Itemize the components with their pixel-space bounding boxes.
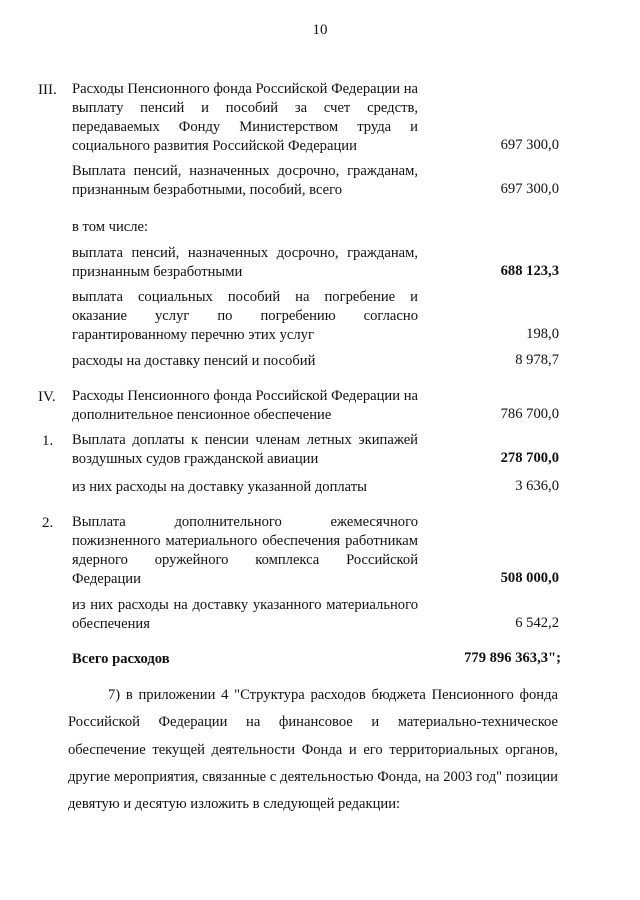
row-value-early-pensions: 688 123,3	[500, 263, 559, 279]
row-value-material-delivery: 6 542,2	[515, 615, 559, 631]
row-text-early-pensions-total: Выплата пенсий, назначенных досрочно, гражданам, признанным безработными, пособий, всего	[72, 163, 418, 198]
row-text-material-delivery: из них расходы на доставку указанного материального обеспечения	[72, 597, 418, 632]
section-number-iii: III.	[38, 82, 57, 98]
section-number-iv: IV.	[38, 389, 56, 405]
amendment-paragraph	[68, 682, 558, 818]
row-text-supplement-delivery: из них расходы на доставку указанной доплаты	[72, 479, 367, 495]
row-text-nuclear-workers: Выплата дополнительного ежемесячного пожизненного материального обеспечения работникам ядерного оружейного комплекса Российской Федерации	[72, 514, 418, 587]
total-label: Всего расходов	[72, 651, 170, 667]
row-text-early-pensions: выплата пенсий, назначенных досрочно, гражданам, признанным безработными	[72, 245, 418, 280]
row-text-including: в том числе:	[72, 219, 149, 235]
row-value-funeral-benefits: 198,0	[526, 326, 559, 342]
row-text-iv: Расходы Пенсионного фонда Российской Федерации на дополнительное пенсионное обеспечение	[72, 388, 418, 423]
row-value-supplement-delivery: 3 636,0	[515, 478, 559, 494]
row-value-nuclear-workers: 508 000,0	[500, 570, 559, 586]
item-number-1: 1.	[42, 433, 54, 449]
total-value: 779 896 363,3";	[464, 650, 561, 666]
row-text-iii: Расходы Пенсионного фонда Российской Федерации на выплату пенсий и пособий за счет средств, передаваемых Фонду Министерством труда и социального развития Российской Федерации	[72, 81, 418, 154]
row-value-early-pensions-total: 697 300,0	[500, 181, 559, 197]
row-value-iv: 786 700,0	[500, 406, 559, 422]
row-text-aircrew-supplement: Выплата доплаты к пенсии членам летных экипажей воздушных судов гражданской авиации	[72, 432, 418, 467]
row-text-delivery-costs: расходы на доставку пенсий и пособий	[72, 353, 316, 369]
amendment-paragraph-text: 7) в приложении 4 "Структура расходов бюджета Пенсионного фонда Российской Федерации на финансовое и материально-техническое обеспечение текущей деятельности Фонда и его территориальных органов, другие мероприятия, связанные с деятельностью Фонда, на 2003 год" позиции девятую и десятую изложить в следующей редакции:	[68, 687, 558, 813]
row-text-funeral-benefits: выплата социальных пособий на погребение и оказание услуг по погребению согласно гарантированному перечню этих услуг	[72, 289, 418, 343]
row-value-delivery-costs: 8 978,7	[515, 352, 559, 368]
page-number: 10	[312, 22, 328, 38]
item-number-2: 2.	[42, 515, 54, 531]
row-value-iii: 697 300,0	[500, 137, 559, 153]
row-value-aircrew-supplement: 278 700,0	[500, 450, 559, 466]
